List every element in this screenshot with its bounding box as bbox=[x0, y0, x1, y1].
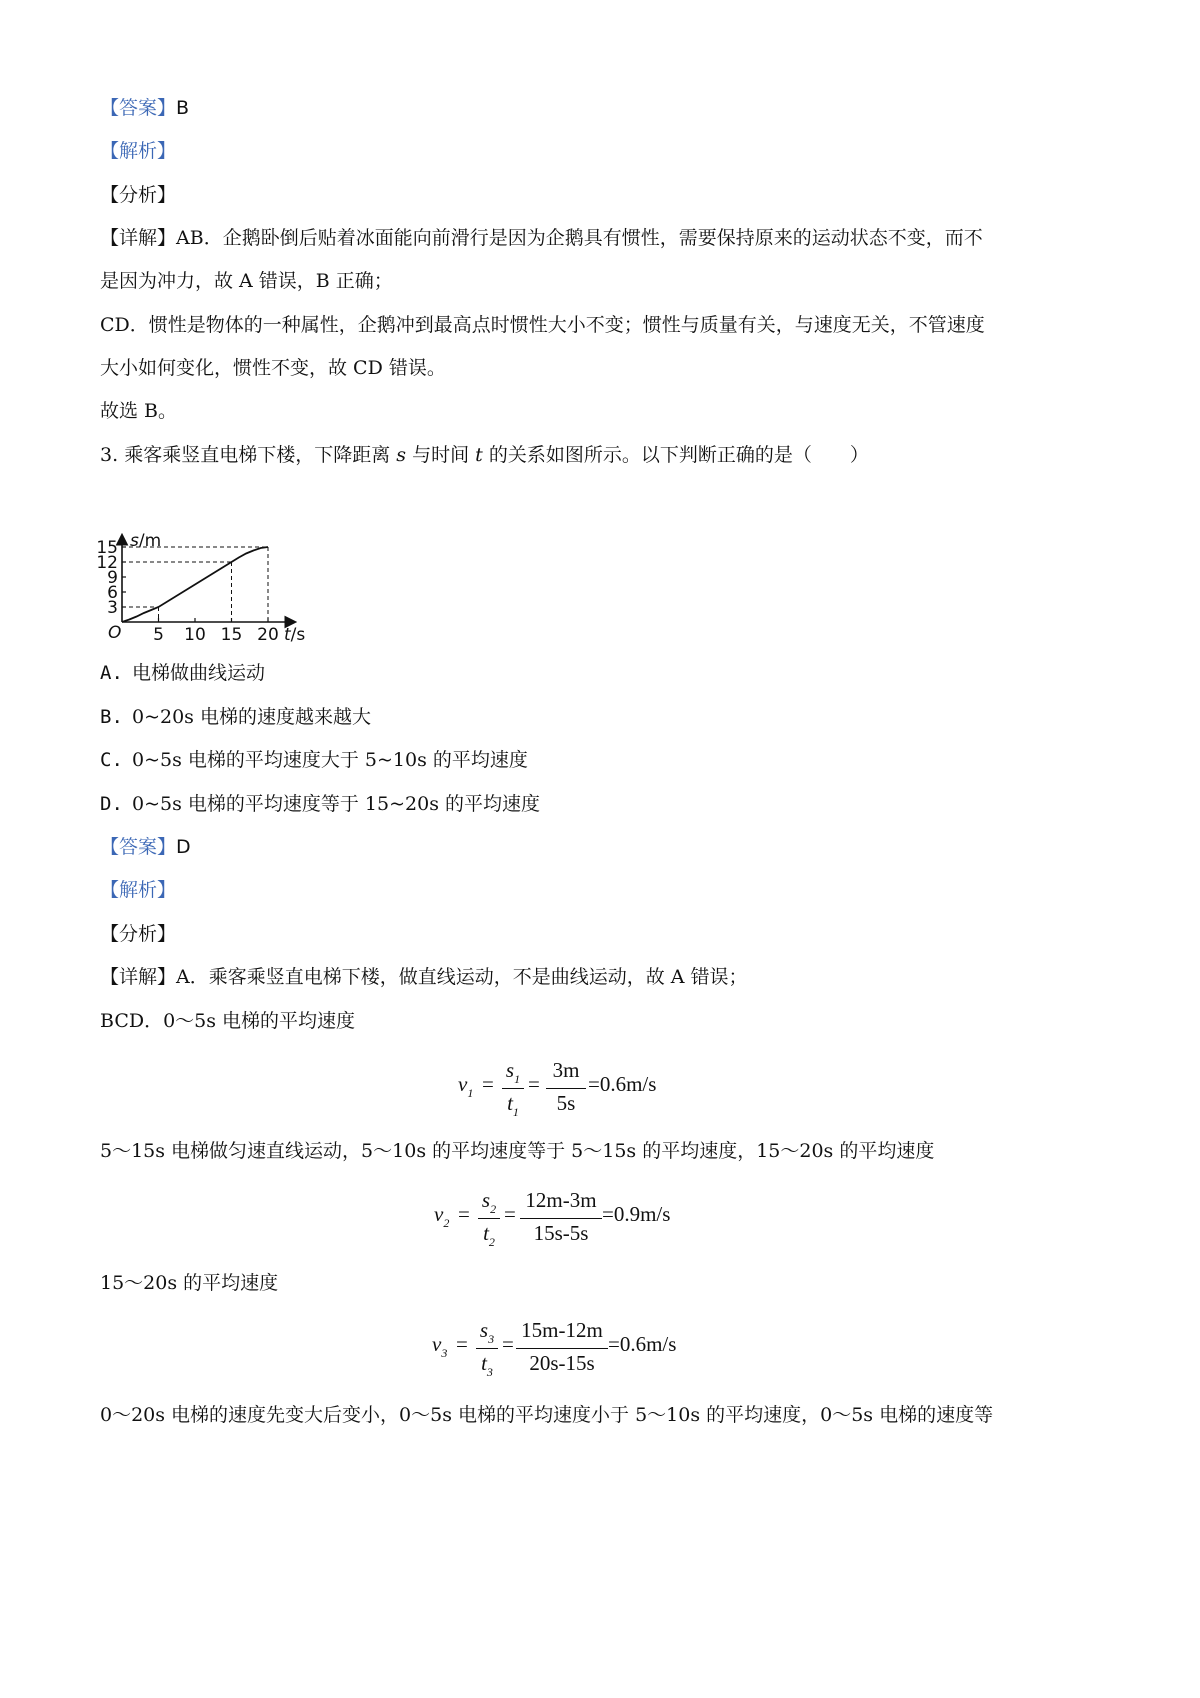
formula-v2-result: =0.9m/s bbox=[602, 1202, 671, 1226]
option-d-text: 0~5s 电梯的平均速度等于 15~20s 的平均速度 bbox=[132, 793, 540, 815]
q3-stem-part3: 的关系如图所示。以下判断正确的是（ ） bbox=[488, 444, 869, 466]
q2-detail-line2: 是因为冲力，故 A 错误，B 正确； bbox=[100, 270, 393, 292]
q2-answer-line bbox=[100, 95, 189, 121]
q3-stem-part2: 与时间 bbox=[412, 444, 470, 466]
x-axis-label: t/s bbox=[284, 625, 306, 645]
option-b-letter: B. bbox=[100, 706, 123, 728]
option-b[interactable] bbox=[100, 704, 371, 730]
y-axis-label: s/m bbox=[130, 531, 162, 551]
formula-v1-v: $v_1$ bbox=[458, 1072, 474, 1100]
q2-detail-line1 bbox=[100, 225, 983, 251]
option-c-letter: C. bbox=[100, 749, 123, 771]
s-t-curve bbox=[122, 547, 268, 622]
q2-conclusion: 故选 B。 bbox=[100, 400, 178, 422]
option-a-letter: A. bbox=[100, 662, 123, 684]
q3-last-line: 0～20s 电梯的速度先变大后变小，0～5s 电梯的平均速度小于 5～10s 的平均速度，0～5s 电梯的速度等 bbox=[100, 1404, 994, 1426]
x-tick-label-20: 20 bbox=[257, 625, 279, 645]
q3-detail-line1 bbox=[100, 964, 748, 990]
analysis-label: 【解析】 bbox=[100, 140, 177, 162]
q3-answer-label: 【答案】 bbox=[100, 836, 177, 858]
formula-v3-result: =0.6m/s bbox=[608, 1332, 677, 1356]
q3-stem-part1: 乘客乘竖直电梯下楼，下降距离 bbox=[124, 444, 391, 466]
q3-answer-line bbox=[100, 834, 191, 860]
q2-cd-line1: CD．惯性是物体的一种属性，企鹅冲到最高点时惯性大小不变；惯性与质量有关，与速度无关，不管速度 bbox=[100, 314, 985, 336]
q3-number: 3. bbox=[100, 444, 119, 466]
formula-v3-s-over-t: $s_3$ $t_3$ bbox=[476, 1318, 498, 1378]
x-tick-label-5: 5 bbox=[153, 625, 164, 645]
option-b-text: 0~20s 电梯的速度越来越大 bbox=[132, 706, 371, 728]
q3-detail-label: 【详解】 bbox=[100, 966, 177, 988]
q2-cd-line2: 大小如何变化，惯性不变，故 CD 错误。 bbox=[100, 357, 446, 379]
option-c[interactable] bbox=[100, 747, 528, 773]
formula-v1-result: =0.6m/s bbox=[588, 1072, 657, 1096]
option-d[interactable] bbox=[100, 791, 540, 817]
option-a[interactable] bbox=[100, 660, 265, 686]
formula-v1-s-over-t: $s_1$ $t_1$ bbox=[502, 1058, 524, 1118]
q3-analysis-label: 【解析】 bbox=[100, 879, 177, 901]
formula-v2-fraction: 12m-3m 15s-5s bbox=[520, 1188, 602, 1248]
q3-var-s: s bbox=[396, 444, 407, 466]
y-tick-label-15: 15 bbox=[96, 538, 118, 558]
formula-v3: $v_3$ = $s_3$ $t_3$ = 15m-12m 20s-15s =0.6m/s bbox=[432, 1318, 677, 1379]
y-tick-label-9: 9 bbox=[107, 568, 118, 588]
q3-detail-text: A．乘客乘竖直电梯下楼，做直线运动，不是曲线运动，故 A 错误； bbox=[176, 966, 748, 988]
q3-var-t: t bbox=[475, 444, 483, 466]
formula-v1: $v_1$ = $s_1$ $t_1$ = 3m 5s =0.6m/s bbox=[458, 1058, 657, 1119]
option-a-text: 电梯做曲线运动 bbox=[132, 662, 266, 684]
formula-v1-fraction: 3m 5s bbox=[546, 1058, 586, 1118]
y-tick-label-3: 3 bbox=[107, 598, 118, 618]
formula-v2: $v_2$ = $s_2$ $t_2$ = 12m-3m 15s-5s =0.9m/s bbox=[434, 1188, 671, 1249]
option-d-letter: D. bbox=[100, 793, 123, 815]
formula-v2-s-over-t: $s_2$ $t_2$ bbox=[478, 1188, 500, 1248]
q3-stem bbox=[100, 442, 869, 468]
x-tick-label-10: 10 bbox=[184, 625, 206, 645]
detail-text: AB．企鹅卧倒后贴着冰面能向前滑行是因为企鹅具有惯性，需要保持原来的运动状态不变，而不 bbox=[176, 227, 983, 249]
answer-value: B bbox=[176, 97, 190, 119]
option-c-text: 0~5s 电梯的平均速度大于 5~10s 的平均速度 bbox=[132, 749, 528, 771]
y-tick-label-6: 6 bbox=[107, 583, 118, 603]
fenxi-label: 【分析】 bbox=[100, 184, 177, 206]
q3-line-15-20: 15～20s 的平均速度 bbox=[100, 1272, 279, 1294]
formula-v3-fraction: 15m-12m 20s-15s bbox=[516, 1318, 608, 1378]
q3-fenxi-label: 【分析】 bbox=[100, 923, 177, 945]
formula-v3-v: $v_3$ bbox=[432, 1332, 448, 1360]
q3-bcd-line: BCD．0～5s 电梯的平均速度 bbox=[100, 1010, 356, 1032]
x-tick-label-15: 15 bbox=[220, 625, 243, 645]
y-tick-label-12: 12 bbox=[96, 553, 118, 573]
detail-label: 【详解】 bbox=[100, 227, 177, 249]
s-t-graph bbox=[96, 531, 318, 652]
q3-line-5-15: 5～15s 电梯做匀速直线运动，5～10s 的平均速度等于 5～15s 的平均速度，15～20s 的平均速度 bbox=[100, 1140, 935, 1162]
origin-label: O bbox=[108, 623, 122, 643]
q3-answer-value: D bbox=[176, 836, 191, 858]
answer-label: 【答案】 bbox=[100, 97, 177, 119]
formula-v2-v: $v_2$ bbox=[434, 1202, 450, 1230]
